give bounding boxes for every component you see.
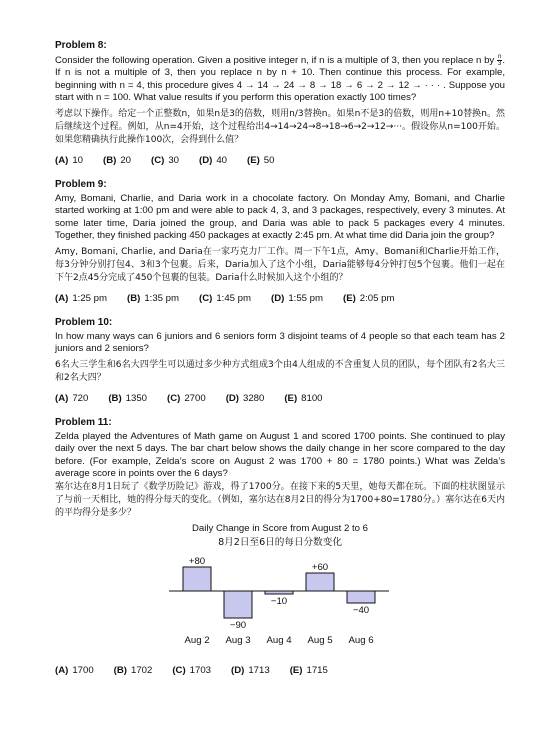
choice-value: 1700 bbox=[72, 664, 94, 676]
choice-value: 10 bbox=[72, 154, 83, 166]
category-label: Aug 5 bbox=[307, 634, 333, 646]
choice-a[interactable] bbox=[55, 665, 94, 678]
category-label: Aug 4 bbox=[266, 634, 292, 646]
choice-value: 20 bbox=[120, 154, 131, 166]
problem-9 bbox=[55, 179, 505, 305]
problem-title: Problem 11: bbox=[55, 417, 112, 429]
choice-c[interactable] bbox=[151, 155, 179, 168]
choice-letter: (A) bbox=[55, 292, 69, 304]
problem-11 bbox=[55, 417, 505, 677]
choice-letter: (D) bbox=[271, 292, 285, 304]
choice-letter: (D) bbox=[199, 154, 213, 166]
bar-chart-svg bbox=[55, 523, 505, 651]
choice-letter: (A) bbox=[55, 154, 69, 166]
data-label: −90 bbox=[229, 619, 247, 631]
choice-value: 30 bbox=[168, 154, 179, 166]
data-label: +60 bbox=[311, 561, 329, 573]
choice-letter: (B) bbox=[113, 664, 127, 676]
problem-text-en: Amy, Bomani, Charlie, and Daria work in a chocolate factory. On Monday Amy, Bomani, and Charlie started working at 1:00 pm and were able to pack 4, 3, and 3 packages, respectively, every 3 minutes. At some later time, Daria joined the group, and Daria was able to pack 5 packages every 4 minutes. Together, they finished packing 450 packages at exactly 2:45 pm. At what time did Daria join the group? bbox=[55, 192, 505, 242]
answer-choices bbox=[55, 393, 505, 406]
problem-text-part: . If n is not a multiple of 3, then you replace n by n + 10. Then continue this process. For example, beginning with n = 4, this procedure gives 4 → 14 → 24 → 8 → 18 → 6 → 2 → 12 → · · · . Suppose you start with n = 100. What value results if you perform this operation exactly 100 times? bbox=[55, 54, 505, 104]
choice-value: 50 bbox=[263, 154, 275, 166]
choice-value: 1350 bbox=[125, 392, 148, 404]
choice-c[interactable] bbox=[172, 665, 211, 678]
choice-b[interactable] bbox=[127, 293, 179, 306]
choice-letter: (E) bbox=[247, 154, 260, 166]
bar-aug-5 bbox=[306, 573, 334, 591]
category-label: Aug 2 bbox=[184, 634, 210, 646]
problem-title: Problem 8: bbox=[55, 40, 107, 51]
problem-text-en: In how many ways can 6 juniors and 6 seniors form 3 disjoint teams of 4 people so that each team has 2 juniors and 2 seniors? bbox=[55, 330, 505, 355]
answer-choices bbox=[55, 293, 505, 306]
choice-letter: (E) bbox=[343, 292, 356, 304]
choice-e[interactable] bbox=[247, 155, 274, 168]
answer-choices bbox=[55, 665, 505, 678]
problem-text-zh: 6名大三学生和6名大四学生可以通过多少种方式组成3个由4人组成的不含重复人员的团队，每个团队有2名大三和2名大四？ bbox=[55, 359, 505, 383]
choice-value: 1702 bbox=[131, 664, 153, 676]
choice-letter: (C) bbox=[199, 292, 213, 304]
problem-title: Problem 10: bbox=[55, 317, 113, 329]
bar-aug-3 bbox=[224, 591, 252, 618]
choice-letter: (A) bbox=[55, 664, 69, 676]
worksheet-page bbox=[55, 40, 505, 689]
choice-value: 720 bbox=[72, 392, 89, 404]
choice-e[interactable] bbox=[284, 393, 322, 406]
choice-letter: (E) bbox=[284, 392, 298, 404]
choice-e[interactable] bbox=[290, 665, 328, 678]
choice-c[interactable] bbox=[167, 393, 206, 406]
choice-value: 2:05 pm bbox=[359, 292, 395, 304]
problem-title: Problem 9: bbox=[55, 179, 107, 191]
data-label: +80 bbox=[188, 555, 206, 567]
chart-subtitle: 8月2日至6日的每日分数变化 bbox=[218, 536, 342, 548]
choice-e[interactable] bbox=[343, 293, 394, 306]
choice-letter: (B) bbox=[108, 392, 122, 404]
choice-letter: (C) bbox=[172, 664, 186, 676]
choice-value: 3280 bbox=[243, 392, 265, 404]
problem-text-zh: 塞尔达在8月1日玩了《数学历险记》游戏，得了1700分。在接下来的5天里，她每天都在玩。下面的柱状图显示了与前一天相比，她的得分每天的变化。（例如，塞尔达在8月2日的得分为1700+80=1780分。）塞尔达在6天内的平均得分是多少？ bbox=[55, 481, 505, 518]
choice-letter: (A) bbox=[55, 392, 69, 404]
choice-value: 2700 bbox=[184, 392, 206, 404]
bar-aug-6 bbox=[347, 591, 375, 603]
problem-8 bbox=[55, 40, 505, 167]
choice-letter: (D) bbox=[225, 392, 240, 404]
choice-letter: (C) bbox=[167, 392, 181, 404]
data-label: −40 bbox=[352, 604, 370, 616]
choice-value: 1:55 pm bbox=[288, 292, 323, 304]
choice-value: 1715 bbox=[306, 664, 328, 676]
choice-letter: (C) bbox=[151, 154, 165, 166]
choice-d[interactable] bbox=[199, 155, 227, 168]
choice-letter: (D) bbox=[231, 664, 245, 676]
choice-value: 1:45 pm bbox=[216, 292, 251, 304]
choice-value: 1:25 pm bbox=[72, 292, 107, 304]
problem-text-part: Consider the following operation. Given a positive integer n, if n is a multiple of 3, then you replace n by bbox=[55, 54, 495, 66]
data-label: −10 bbox=[270, 595, 288, 607]
chart-title: Daily Change in Score from August 2 to 6 bbox=[192, 522, 368, 534]
choice-letter: (B) bbox=[127, 292, 141, 304]
choice-value: 1713 bbox=[248, 664, 270, 676]
choice-a[interactable] bbox=[55, 155, 83, 168]
choice-c[interactable] bbox=[199, 293, 251, 306]
choice-b[interactable] bbox=[108, 393, 147, 406]
answer-choices bbox=[55, 155, 505, 168]
fraction-denominator: 3 bbox=[497, 60, 502, 67]
problem-text-zh: Amy, Bomani, Charlie, and Daria在一家巧克力厂工作。周一下午1点，Amy、Bomani和Charlie开始工作，每3分钟分别打包4、3和3个包裹。后来，Daria加入了这个小组，Daria能够每4分钟打包5个包裹。他们一起在下午2点45分完成了450个包裹的包装。Daria什么时候加入这个小组的？ bbox=[55, 246, 505, 283]
bar-aug-2 bbox=[183, 567, 211, 591]
choice-d[interactable] bbox=[271, 293, 323, 306]
score-change-chart bbox=[55, 523, 505, 651]
problem-text-en: Zelda played the Adventures of Math game on August 1 and scored 1700 points. She continued to play daily over the next 5 days. The bar chart below shows the daily change in her score compared to the day before. (For example, Zelda’s score on August 2 was 1700 + 80 = 1780 points.) What was Zelda’s average score in points over the 6 days? bbox=[55, 430, 505, 480]
category-label: Aug 6 bbox=[348, 634, 374, 646]
bar-aug-4 bbox=[265, 591, 293, 594]
category-label: Aug 3 bbox=[225, 634, 251, 646]
choice-b[interactable] bbox=[103, 155, 131, 168]
problem-10 bbox=[55, 317, 505, 405]
problem-text-en bbox=[55, 54, 505, 105]
choice-a[interactable] bbox=[55, 293, 107, 306]
fraction-numerator: n bbox=[497, 53, 502, 60]
choice-letter: (B) bbox=[103, 154, 117, 166]
choice-value: 1:35 pm bbox=[144, 292, 179, 304]
choice-d[interactable] bbox=[226, 393, 265, 406]
choice-value: 8100 bbox=[301, 392, 323, 404]
choice-a[interactable] bbox=[55, 393, 88, 406]
choice-d[interactable] bbox=[231, 665, 270, 678]
choice-letter: (E) bbox=[289, 664, 303, 676]
choice-value: 40 bbox=[216, 154, 227, 166]
problem-text-zh: 考虑以下操作。给定一个正整数n，如果n是3的倍数，则用n/3替换n。如果n不是3的倍数，则用n+10替换n。然后继续这个过程。例如，从n=4开始，这个过程给出4→14→24→8→18→6→2→12→···。假设你从n=100开始。如果您精确执行此操作100次，会得到什么值？ bbox=[55, 108, 505, 145]
choice-b[interactable] bbox=[114, 665, 153, 678]
choice-value: 1703 bbox=[189, 664, 212, 676]
